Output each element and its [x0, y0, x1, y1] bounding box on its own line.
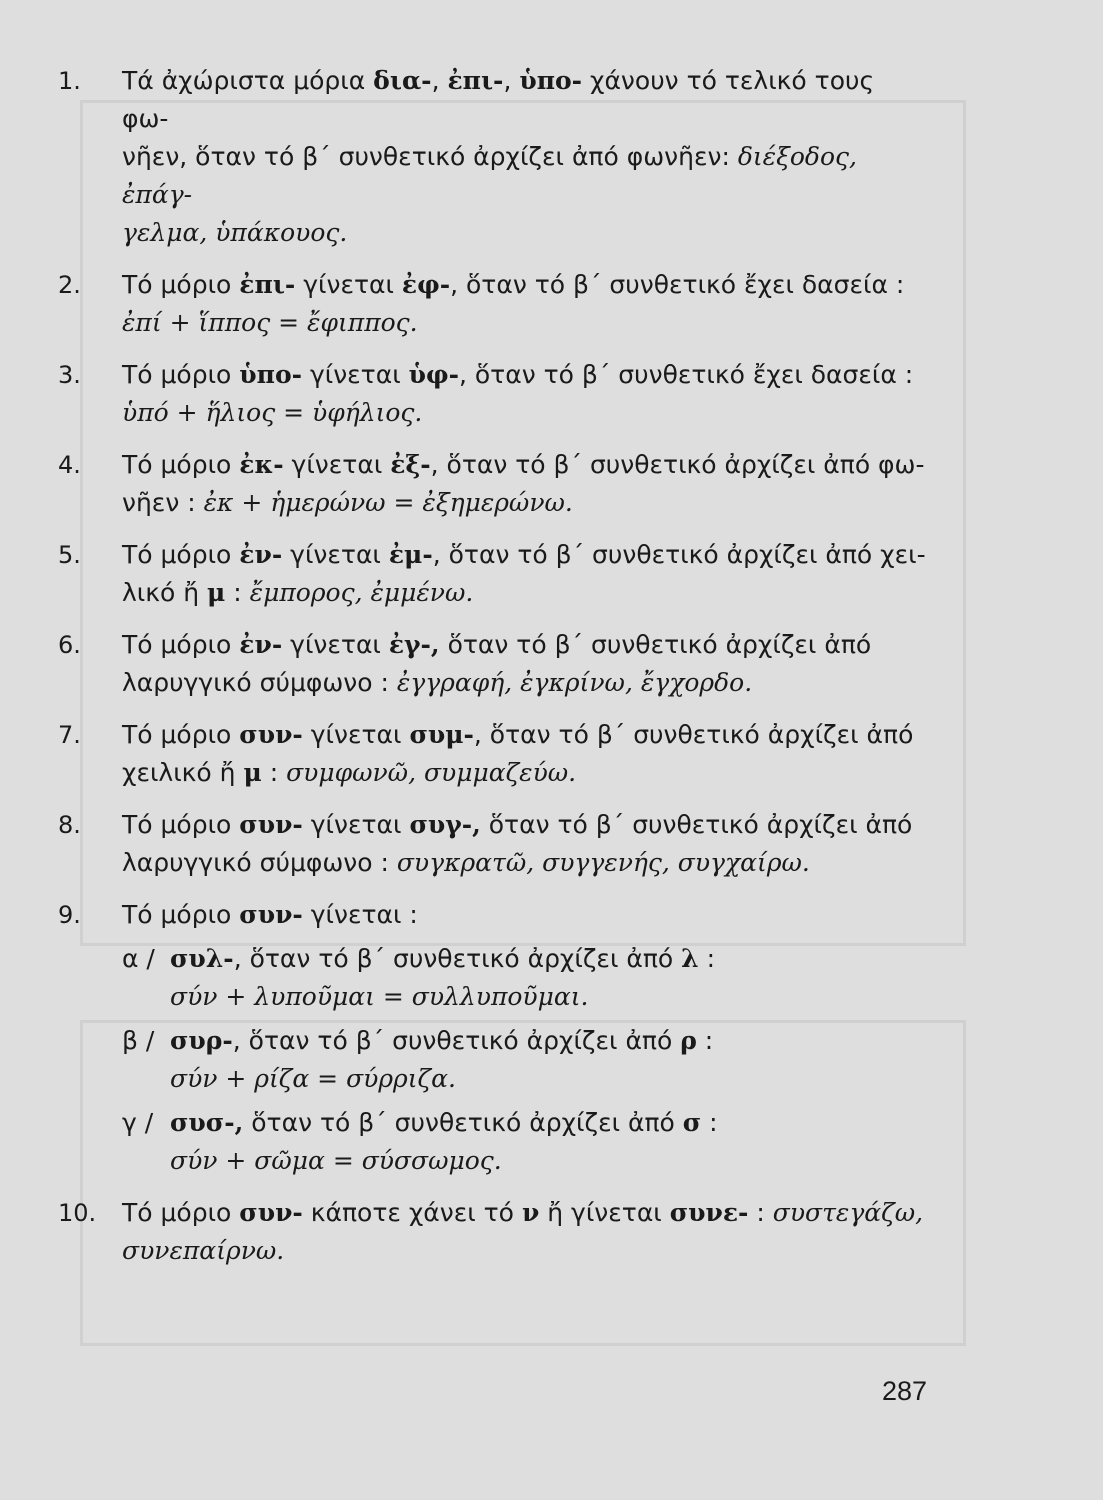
rule-10: 10. Τό μόριο συν- κάποτε χάνει τό ν ἤ γίνεται συνε- : συστεγάζω, συνεπαίρνω.	[58, 1194, 928, 1270]
rule-line: Τό μόριο ἐν- γίνεται ἐγ-, ὅταν τό β΄ συνθετικό ἀρχίζει ἀπό	[122, 630, 872, 659]
rule-6: 6. Τό μόριο ἐν- γίνεται ἐγ-, ὅταν τό β΄ συνθετικό ἀρχίζει ἀπό λαρυγγικό σύμφωνο : ἐγγραφή, ἐγκρίνω, ἔγχορδο.	[58, 626, 928, 702]
rule-line: Τό μόριο ἐπι- γίνεται ἐφ-, ὅταν τό β΄ συνθετικό ἔχει δασεία :	[122, 270, 905, 299]
rule-line: λαρυγγικό σύμφωνο : ἐγγραφή, ἐγκρίνω, ἔγχορδο.	[122, 668, 753, 697]
rule-line: χειλικό ἤ μ : συμφωνῶ, συμμαζεύω.	[122, 758, 577, 787]
rule-line: συνεπαίρνω.	[122, 1236, 285, 1265]
rule-8: 8. Τό μόριο συν- γίνεται συγ-, ὅταν τό β΄ συνθετικό ἀρχίζει ἀπό λαρυγγικό σύμφωνο : συγκρατῶ, συγγενής, συγχαίρω.	[58, 806, 928, 882]
sub-rule-example: σύν + λυποῦμαι = συλλυποῦμαι.	[170, 982, 589, 1011]
sub-rule-example: σύν + σῶμα = σύσσωμος.	[170, 1146, 502, 1175]
rule-line: λικό ἤ μ : ἔμπορος, ἐμμένω.	[122, 578, 474, 607]
sub-rule-example: σύν + ρίζα = σύρριζα.	[170, 1064, 456, 1093]
rule-line: Τό μόριο ἐν- γίνεται ἐμ-, ὅταν τό β΄ συνθετικό ἀρχίζει ἀπό χει-	[122, 540, 926, 569]
rule-example: ὑπό + ἥλιος = ὑφήλιος.	[122, 398, 423, 427]
rule-7: 7. Τό μόριο συν- γίνεται συμ-, ὅταν τό β΄ συνθετικό ἀρχίζει ἀπό χειλικό ἤ μ : συμφωνῶ, συμμαζεύω.	[58, 716, 928, 792]
rule-line: νῆεν, ὅταν τό β΄ συνθετικό ἀρχίζει ἀπό φωνῆεν: διέξοδος, ἐπάγ-	[122, 142, 857, 209]
sub-rule-c: γ / συσ-, ὅταν τό β΄ συνθετικό ἀρχίζει ἀπό σ : σύν + σῶμα = σύσσωμος.	[122, 1104, 928, 1180]
rule-line: γελμα, ὑπάκουος.	[122, 218, 348, 247]
rule-2: 2. Τό μόριο ἐπι- γίνεται ἐφ-, ὅταν τό β΄ συνθετικό ἔχει δασεία : ἐπί + ἵππος = ἔφιππος.	[58, 266, 928, 342]
rule-line: Τό μόριο ὑπο- γίνεται ὑφ-, ὅταν τό β΄ συνθετικό ἔχει δασεία :	[122, 360, 914, 389]
rules-list	[58, 62, 928, 1270]
rule-1	[58, 62, 928, 252]
rule-line: λαρυγγικό σύμφωνο : συγκρατῶ, συγγενής, συγχαίρω.	[122, 848, 810, 877]
rule-4: 4. Τό μόριο ἐκ- γίνεται ἐξ-, ὅταν τό β΄ συνθετικό ἀρχίζει ἀπό φω- νῆεν : ἐκ + ἡμερώνω = ἐξημερώνω.	[58, 446, 928, 522]
rule-line: Τά ἀχώριστα μόρια δια-, ἐπι-, ὑπο- χάνουν τό τελικό τους φω-	[122, 66, 875, 133]
rule-example: ἐπί + ἵππος = ἔφιππος.	[122, 308, 418, 337]
sub-rule-line: συρ-, ὅταν τό β΄ συνθετικό ἀρχίζει ἀπό ρ :	[170, 1026, 714, 1055]
rule-5: 5. Τό μόριο ἐν- γίνεται ἐμ-, ὅταν τό β΄ συνθετικό ἀρχίζει ἀπό χει- λικό ἤ μ : ἔμπορος, ἐμμένω.	[58, 536, 928, 612]
sub-rule-line: συλ-, ὅταν τό β΄ συνθετικό ἀρχίζει ἀπό λ :	[170, 944, 716, 973]
rule-line: Τό μόριο συν- γίνεται συμ-, ὅταν τό β΄ συνθετικό ἀρχίζει ἀπό	[122, 720, 914, 749]
rule-line: Τό μόριο συν- γίνεται συγ-, ὅταν τό β΄ συνθετικό ἀρχίζει ἀπό	[122, 810, 913, 839]
rule-line: Τό μόριο συν- γίνεται :	[122, 900, 418, 929]
rule-line: νῆεν : ἐκ + ἡμερώνω = ἐξημερώνω.	[122, 488, 573, 517]
rule-3: 3. Τό μόριο ὑπο- γίνεται ὑφ-, ὅταν τό β΄ συνθετικό ἔχει δασεία : ὑπό + ἥλιος = ὑφήλιος.	[58, 356, 928, 432]
sub-rule-b: β / συρ-, ὅταν τό β΄ συνθετικό ἀρχίζει ἀπό ρ : σύν + ρίζα = σύρριζα.	[122, 1022, 928, 1098]
rule-9: 9. Τό μόριο συν- γίνεται : α / συλ-, ὅταν τό β΄ συνθετικό ἀρχίζει ἀπό λ : σύν + λυποῦμαι = συλλυποῦμαι. β / συρ-, ὅταν τό β΄ συνθετικό ἀρχίζει ἀπό ρ : σύν + ρίζα = σύρριζα. γ / συσ-, ὅταν τό β΄ συνθετικό ἀρχίζει ἀπό σ : σύν + σῶμα = σύσσωμος.	[58, 896, 928, 1180]
rule-number: 1.	[58, 67, 81, 95]
rule-line: Τό μόριο συν- κάποτε χάνει τό ν ἤ γίνεται συνε- : συστεγάζω,	[122, 1198, 924, 1227]
page-number: 287	[882, 1376, 928, 1406]
rule-line: Τό μόριο ἐκ- γίνεται ἐξ-, ὅταν τό β΄ συνθετικό ἀρχίζει ἀπό φω-	[122, 450, 925, 479]
sub-rule-a: α / συλ-, ὅταν τό β΄ συνθετικό ἀρχίζει ἀπό λ : σύν + λυποῦμαι = συλλυποῦμαι.	[122, 940, 928, 1016]
sub-rule-line: συσ-, ὅταν τό β΄ συνθετικό ἀρχίζει ἀπό σ :	[170, 1108, 718, 1137]
